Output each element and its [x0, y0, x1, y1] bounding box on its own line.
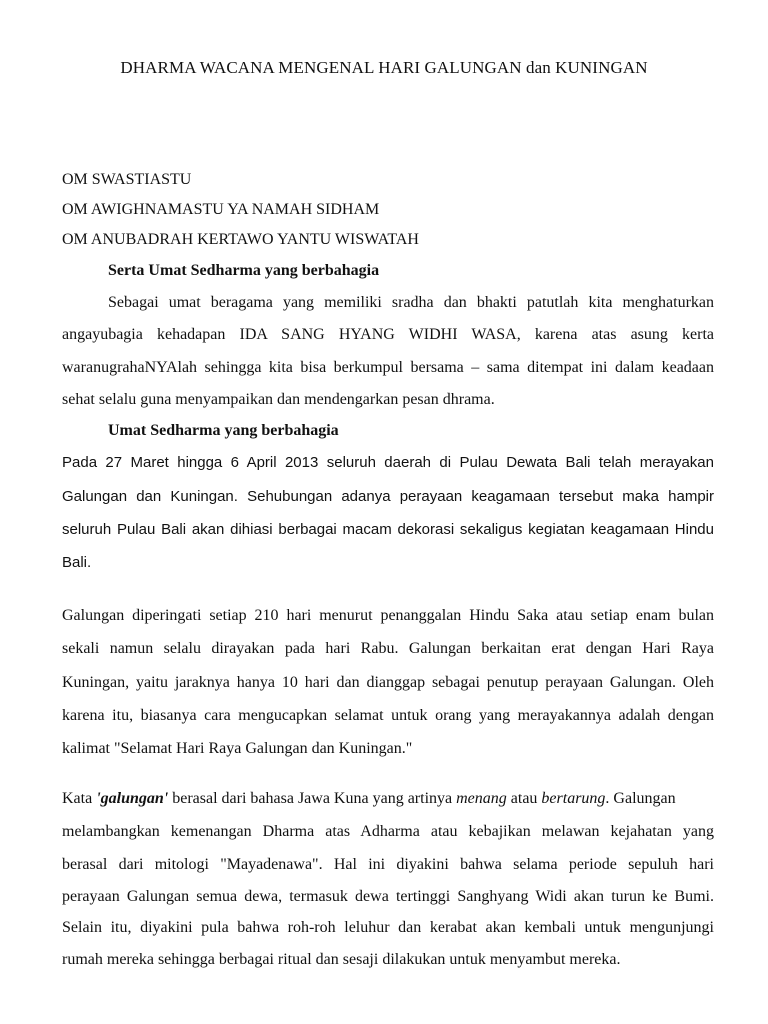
- document-title: DHARMA WACANA MENGENAL HARI GALUNGAN dan KUNINGAN: [120, 58, 648, 77]
- paragraph-line: waranugrahaNYAlah sehingga kita bisa berkumpul bersama – sama ditempat ini dalam keadaan: [62, 359, 714, 376]
- paragraph-line: sehat selalu guna menyampaikan dan mendengarkan pesan dhrama.: [62, 391, 495, 408]
- salutation-heading: Serta Umat Sedharma yang berbahagia: [108, 262, 380, 279]
- greeting-line: OM AWIGHNAMASTU YA NAMAH SIDHAM: [62, 201, 380, 218]
- paragraph-line: Galungan dan Kuningan. Sehubungan adanya perayaan keagamaan tersebut maka hampir: [62, 488, 714, 505]
- paragraph-line: karena itu, biasanya cara mengucapkan selamat untuk orang yang merayakannya adalah dengan: [62, 707, 714, 724]
- paragraph-line: [62, 791, 714, 807]
- salutation-heading: Umat Sedharma yang berbahagia: [108, 422, 339, 439]
- paragraph-line: rumah mereka sehingga berbagai ritual dan sesaji dilakukan untuk menyambut mereka.: [62, 951, 621, 968]
- paragraph-line: melambangkan kemenangan Dharma atas Adharma atau kebajikan melawan kejahatan yang: [62, 823, 714, 840]
- italic-term: bertarung: [541, 790, 606, 807]
- text-run: berasal dari bahasa Jawa Kuna yang artinya: [168, 790, 457, 807]
- paragraph-line: berasal dari mitologi "Mayadenawa". Hal ini diyakini bahwa selama periode sepuluh hari: [62, 856, 714, 873]
- paragraph-line: perayaan Galungan semua dewa, termasuk dewa tertinggi Sanghyang Widi akan turun ke Bumi.: [62, 888, 714, 905]
- greeting-line: OM ANUBADRAH KERTAWO YANTU WISWATAH: [62, 231, 419, 248]
- paragraph-line: kalimat "Selamat Hari Raya Galungan dan Kuningan.": [62, 740, 413, 757]
- text-run: . Galungan: [605, 790, 676, 807]
- text-run: Kata: [62, 790, 97, 807]
- text-run: atau: [506, 790, 542, 807]
- paragraph-line: seluruh Pulau Bali akan dihiasi berbagai macam dekorasi sekaligus kegiatan keagamaan Hindu: [62, 521, 714, 538]
- italic-term: 'galungan': [96, 790, 169, 807]
- paragraph-line: Galungan diperingati setiap 210 hari menurut penanggalan Hindu Saka atau setiap enam bulan: [62, 607, 714, 624]
- paragraph-line: Pada 27 Maret hingga 6 April 2013 seluruh daerah di Pulau Dewata Bali telah merayakan: [62, 454, 714, 471]
- paragraph-line: sekali namun selalu dirayakan pada hari Rabu. Galungan berkaitan erat dengan Hari Raya: [62, 640, 714, 657]
- italic-term: menang: [456, 790, 507, 807]
- paragraph-line: Bali.: [62, 554, 92, 571]
- paragraph-line: Kuningan, yaitu jaraknya hanya 10 hari dan dianggap sebagai penutup perayaan Galungan. Oleh: [62, 674, 714, 691]
- paragraph-line: angayubagia kehadapan IDA SANG HYANG WIDHI WASA, karena atas asung kerta: [62, 326, 714, 343]
- paragraph-line: Selain itu, diyakini pula bahwa roh-roh leluhur dan kerabat akan kembali untuk mengunjungi: [62, 919, 714, 936]
- paragraph-line: Sebagai umat beragama yang memiliki sradha dan bhakti patutlah kita menghaturkan: [108, 294, 714, 311]
- greeting-line: OM SWASTIASTU: [62, 171, 192, 188]
